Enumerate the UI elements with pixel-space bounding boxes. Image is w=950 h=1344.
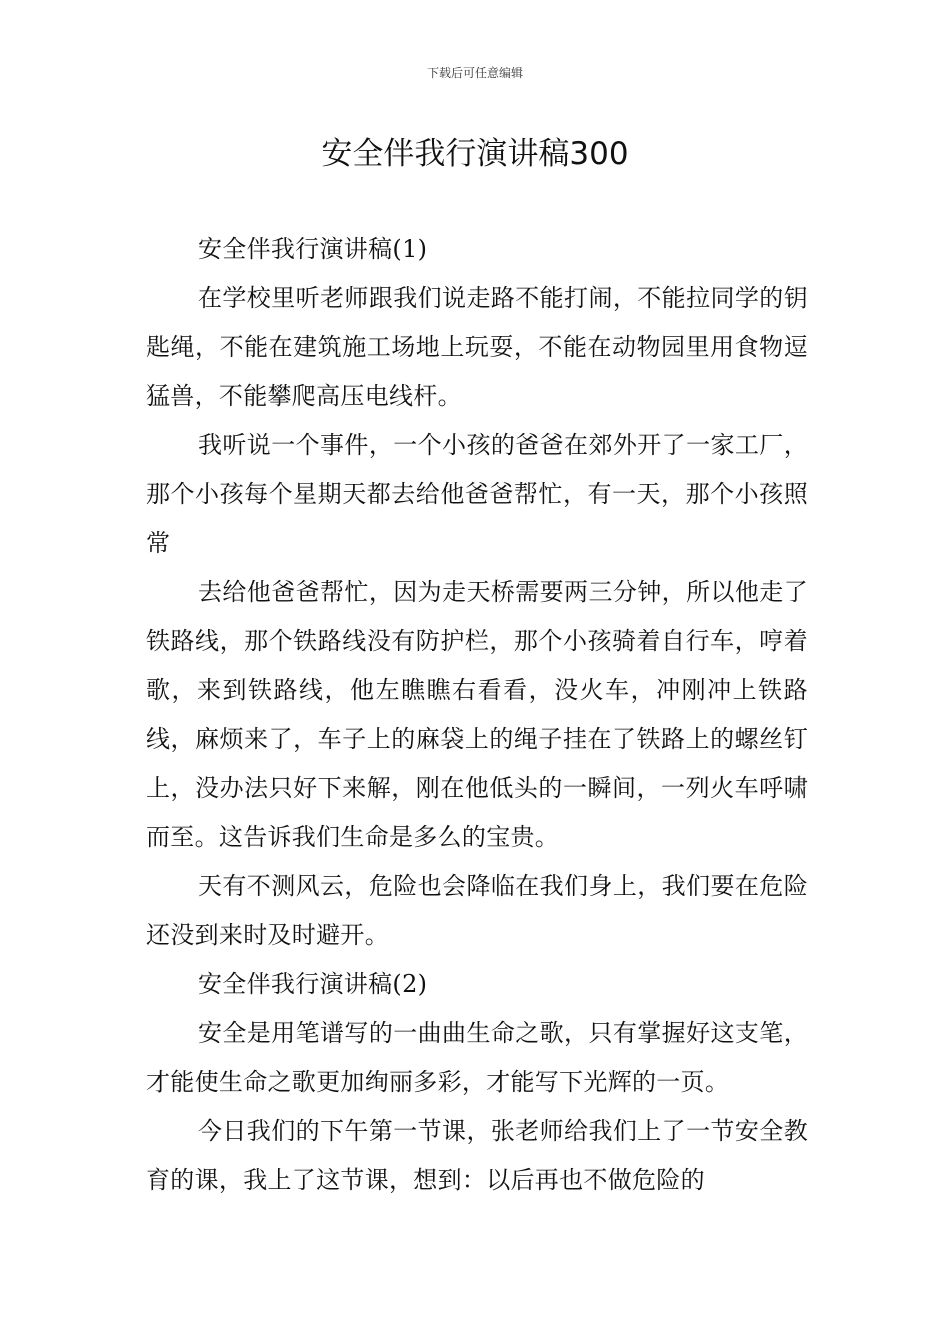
paragraph: 安全是用笔谱写的一曲曲生命之歌，只有掌握好这支笔，才能使生命之歌更加绚丽多彩，才能写下光辉的一页。 bbox=[146, 1019, 808, 1096]
document-body bbox=[146, 225, 808, 1205]
header-note: 下载后可任意编辑 bbox=[426, 66, 523, 80]
section-heading-2: 安全伴我行演讲稿(2) bbox=[198, 970, 428, 998]
document-title: 安全伴我行演讲稿300 bbox=[321, 136, 629, 172]
paragraph: 今日我们的下午第一节课，张老师给我们上了一节安全教育的课，我上了这节课，想到：以后再也不做危险的 bbox=[146, 1117, 808, 1194]
paragraph: 去给他爸爸帮忙，因为走天桥需要两三分钟，所以他走了铁路线，那个铁路线没有防护栏，那个小孩骑着自行车，哼着歌，来到铁路线，他左瞧瞧右看看，没火车，冲刚冲上铁路线，麻烦来了，车子上的麻袋上的绳子挂在了铁路上的螺丝钉上，没办法只好下来解，刚在他低头的一瞬间，一列火车呼啸而至。这告诉我们生命是多么的宝贵。 bbox=[146, 578, 808, 851]
paragraph: 天有不测风云，危险也会降临在我们身上，我们要在危险还没到来时及时避开。 bbox=[146, 872, 808, 949]
paragraph: 我听说一个事件，一个小孩的爸爸在郊外开了一家工厂，那个小孩每个星期天都去给他爸爸帮忙，有一天，那个小孩照常 bbox=[146, 431, 808, 557]
paragraph: 在学校里听老师跟我们说走路不能打闹，不能拉同学的钥匙绳，不能在建筑施工场地上玩耍，不能在动物园里用食物逗猛兽，不能攀爬高压电线杆。 bbox=[146, 284, 808, 410]
section-heading-1: 安全伴我行演讲稿(1) bbox=[198, 235, 428, 263]
